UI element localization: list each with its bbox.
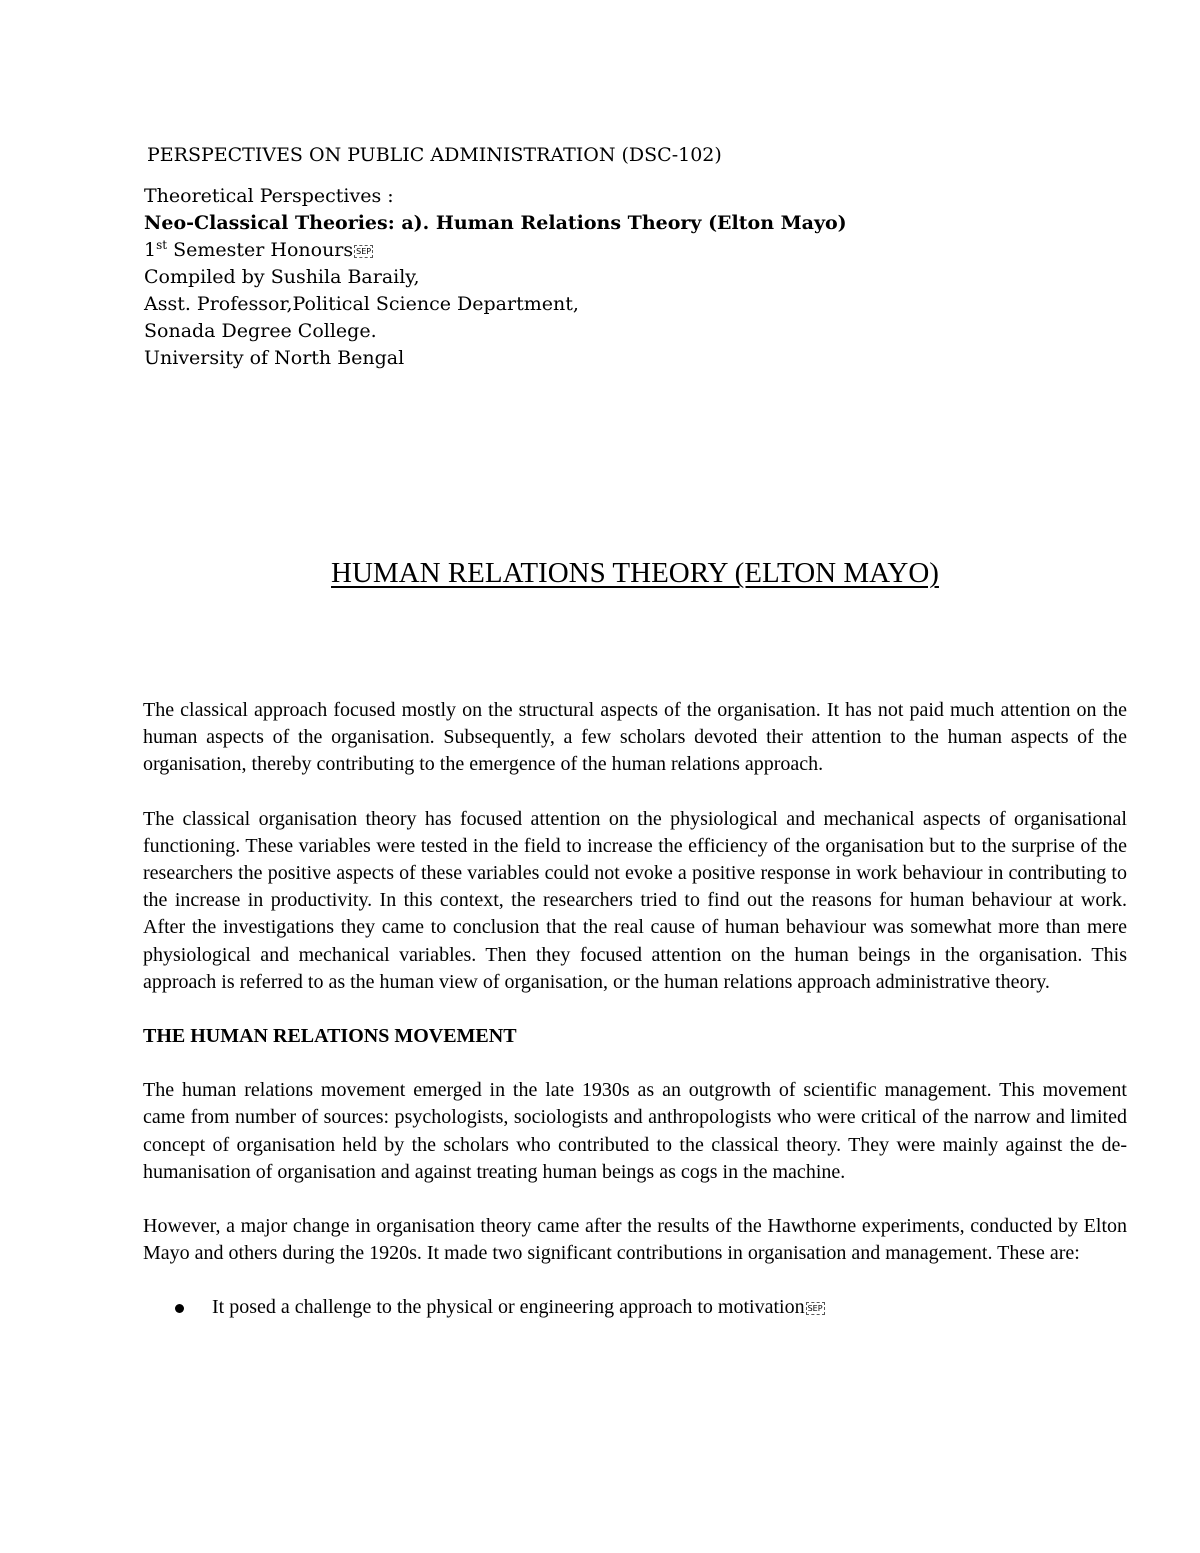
semester-number: 1 — [144, 239, 157, 261]
section-heading: THE HUMAN RELATIONS MOVEMENT — [143, 1025, 517, 1048]
topic-line: Neo-Classical Theories: a). Human Relations Theory (Elton Mayo) — [144, 212, 847, 234]
paragraph-1: The classical approach focused mostly on the structural aspects of the organisation. It has not paid much attention on the human aspects of the organisation. Subsequently, a few scholars devoted their attention to the human aspects of the organisation, thereby contributing to the emergence of the human relations approach. — [143, 699, 1127, 776]
list-item — [143, 1294, 1127, 1321]
bullet-list — [143, 1294, 1127, 1321]
course-title: PERSPECTIVES ON PUBLIC ADMINISTRATION (DSC-102) — [147, 144, 722, 166]
header-block — [144, 142, 1044, 372]
paragraph-2: The classical organisation theory has focused attention on the physiological and mechanical aspects of organisational functioning. These variables were tested in the field to increase the efficiency of the organisation but to the surprise of the researchers the positive aspects of these variables could not evoke a positive response in work behaviour in contributing to the increase in productivity. In this context, the researchers tried to find out the reasons for human behaviour at work. After the investigations they came to conclusion that the real cause of human behaviour was somewhat more than mere physiological and mechanical variables. Then they focused attention on the human beings in the organisation. This approach is referred to as the human view of organisation, or the human relations approach administrative theory. — [143, 807, 1127, 993]
semester-line — [144, 237, 1044, 264]
main-title: HUMAN RELATIONS THEORY (ELTON MAYO) — [331, 557, 939, 590]
sep-placeholder-icon: SEP — [807, 1304, 823, 1314]
paragraph-4: However, a major change in organisation theory came after the results of the Hawthorne experiments, conducted by Elton Mayo and others during the 1920s. It made two significant contributions in organisation and management. These are: — [143, 1215, 1127, 1265]
paragraph-3: The human relations movement emerged in the late 1930s as an outgrowth of scientific management. This movement came from number of sources: psychologists, sociologists and anthropologists who were critical of the narrow and limited concept of organisation held by the scholars who contributed to the classical theory. They were mainly against the de-humanisation of organisation and against treating human beings as cogs in the machine. — [143, 1079, 1127, 1183]
bullet-icon — [175, 1304, 184, 1313]
university-name: University of North Bengal — [144, 347, 405, 369]
sep-placeholder-icon: SEP — [356, 247, 372, 256]
college-name: Sonada Degree College. — [144, 320, 377, 342]
semester-text: Semester Honours — [167, 239, 354, 261]
designation: Asst. Professor,Political Science Department, — [144, 293, 579, 315]
theoretical-perspectives-label: Theoretical Perspectives : — [144, 185, 394, 207]
semester-suffix: st — [156, 238, 168, 252]
document-body — [143, 697, 1127, 1322]
compiled-by: Compiled by Sushila Baraily, — [144, 266, 420, 288]
bullet-text: It posed a challenge to the physical or engineering approach to motivation — [212, 1296, 805, 1319]
